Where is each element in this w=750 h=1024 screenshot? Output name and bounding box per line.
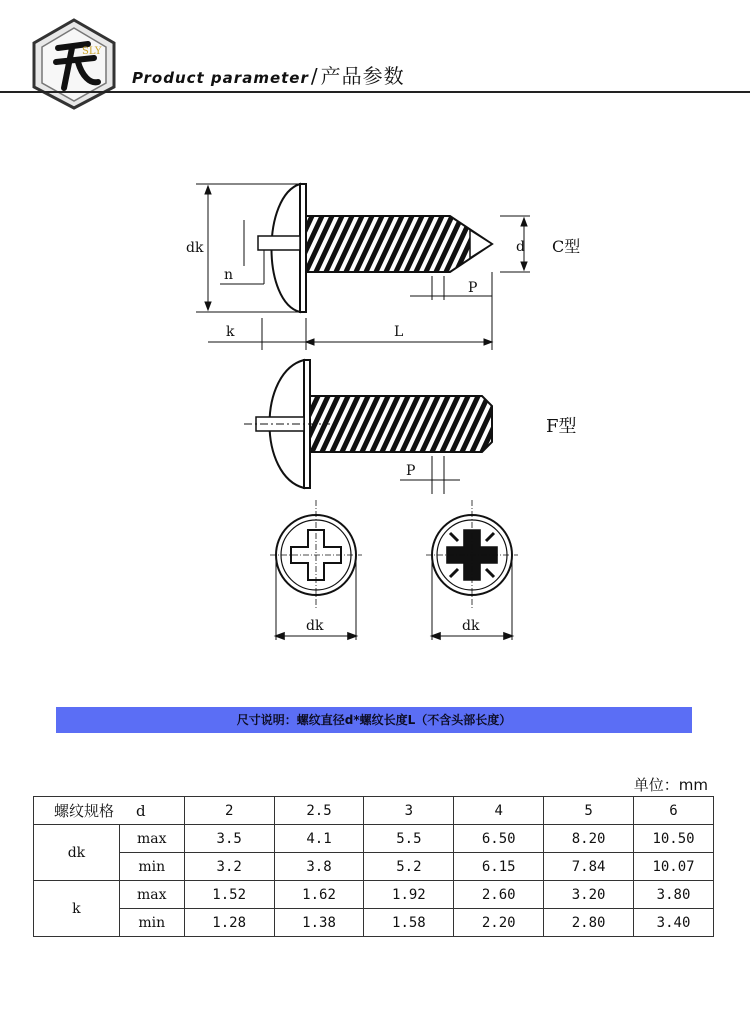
spec-table xyxy=(33,796,714,937)
label-k: k xyxy=(226,324,235,340)
table-row xyxy=(34,825,714,853)
table-cell: 10.50 xyxy=(634,825,714,853)
unit-label: 单位：mm xyxy=(633,776,708,794)
header-size: 2.5 xyxy=(274,797,364,825)
table-cell: 5.2 xyxy=(364,853,454,881)
logo-icon xyxy=(28,18,120,110)
label-d: d xyxy=(516,239,525,255)
table-header-row xyxy=(34,797,714,825)
label-L: L xyxy=(394,324,404,340)
header-size: 2 xyxy=(184,797,274,825)
row-label: max xyxy=(119,881,184,909)
table-cell: 6.50 xyxy=(454,825,544,853)
dimension-note-banner: 尺寸说明：螺纹直径d*螺纹长度L（不含头部长度） xyxy=(56,707,692,733)
header-divider xyxy=(0,91,750,93)
table-cell: 2.80 xyxy=(544,909,634,937)
title-cn: 产品参数 xyxy=(320,64,405,88)
row-label: min xyxy=(119,909,184,937)
table-cell: 3.20 xyxy=(544,881,634,909)
row-label: max xyxy=(119,825,184,853)
label-dk-phillips: dk xyxy=(306,618,324,634)
table-cell: 2.60 xyxy=(454,881,544,909)
group-label: dk xyxy=(34,825,120,881)
page-header xyxy=(0,0,750,110)
table-cell: 3.5 xyxy=(184,825,274,853)
table-cell: 1.28 xyxy=(184,909,274,937)
table-cell: 3.80 xyxy=(634,881,714,909)
table-cell: 8.20 xyxy=(544,825,634,853)
header-d: d xyxy=(136,802,146,820)
svg-text:SLY: SLY xyxy=(82,46,102,57)
table-row xyxy=(34,853,714,881)
page-title xyxy=(132,60,405,89)
header-label: 螺纹规格 xyxy=(54,802,115,820)
header-size: 6 xyxy=(634,797,714,825)
label-n: n xyxy=(224,267,234,283)
label-P-f: P xyxy=(406,463,416,479)
table-cell: 1.52 xyxy=(184,881,274,909)
table-cell: 1.38 xyxy=(274,909,364,937)
header-size: 3 xyxy=(364,797,454,825)
label-P-c: P xyxy=(468,280,478,296)
label-c-type: C型 xyxy=(552,237,581,256)
table-cell: 1.92 xyxy=(364,881,454,909)
table-cell: 3.40 xyxy=(634,909,714,937)
label-dk-pozi: dk xyxy=(462,618,480,634)
table-cell: 1.62 xyxy=(274,881,364,909)
table-row xyxy=(34,881,714,909)
f-type-screw xyxy=(244,360,492,488)
label-f-type: F型 xyxy=(546,416,577,437)
row-label: min xyxy=(119,853,184,881)
table-cell: 6.15 xyxy=(454,853,544,881)
table-cell: 4.1 xyxy=(274,825,364,853)
label-dk: dk xyxy=(186,240,204,256)
header-size: 5 xyxy=(544,797,634,825)
table-cell: 7.84 xyxy=(544,853,634,881)
table-row xyxy=(34,909,714,937)
group-label: k xyxy=(34,881,120,937)
table-cell: 10.07 xyxy=(634,853,714,881)
table-cell: 3.2 xyxy=(184,853,274,881)
header-size: 4 xyxy=(454,797,544,825)
title-en: Product parameter xyxy=(132,69,309,87)
c-type-screw xyxy=(258,184,492,312)
head-view-labels xyxy=(306,618,480,634)
table-cell: 5.5 xyxy=(364,825,454,853)
table-cell: 3.8 xyxy=(274,853,364,881)
title-separator: / xyxy=(310,64,319,88)
screw-drawing xyxy=(0,170,750,670)
header-cell-spec xyxy=(34,797,185,825)
table-cell: 2.20 xyxy=(454,909,544,937)
table-cell: 1.58 xyxy=(364,909,454,937)
